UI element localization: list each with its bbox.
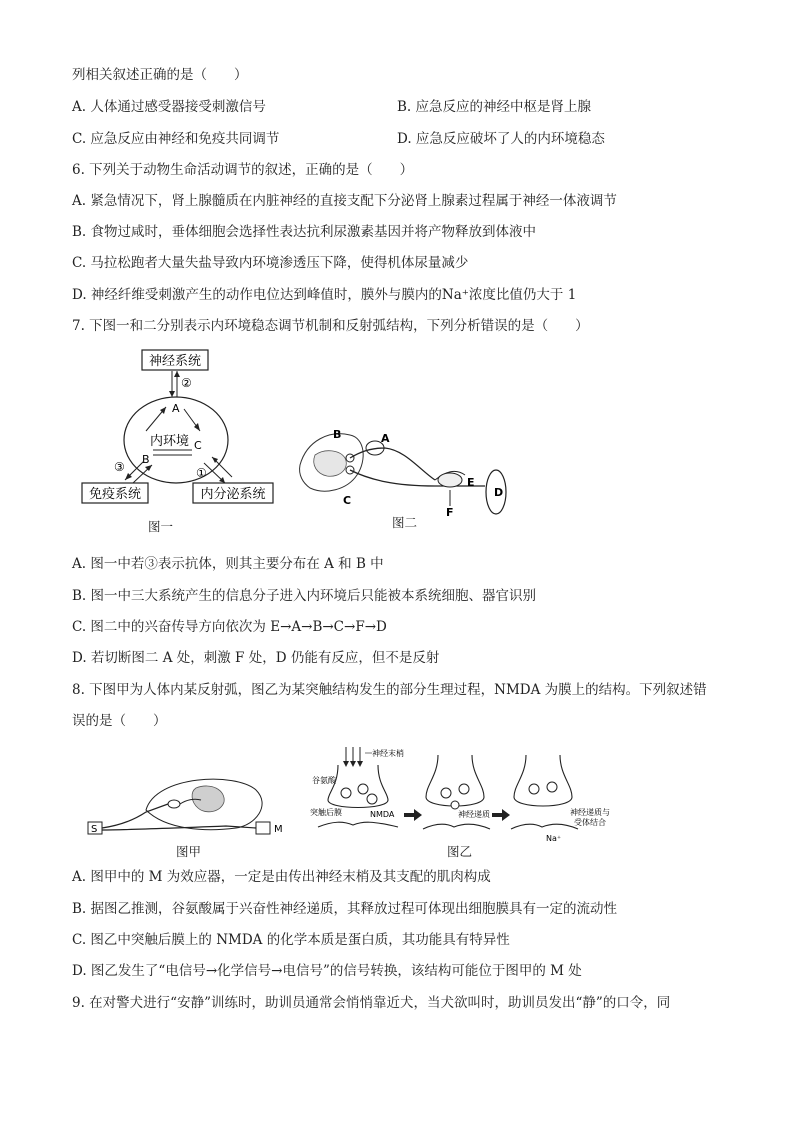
gray-matter bbox=[314, 451, 347, 477]
nmda-label: NMDA bbox=[370, 810, 395, 819]
q8-stem-line-2: 误的是（ ） bbox=[72, 713, 167, 729]
q5-option-a: A. 人体通过感受器接受刺激信号 bbox=[72, 99, 266, 115]
label-a: A bbox=[172, 402, 180, 415]
process-arrow-2 bbox=[492, 809, 510, 821]
postsynaptic-membrane-2 bbox=[423, 824, 490, 829]
presynaptic-terminal-2 bbox=[426, 755, 484, 806]
fig2-label-b: B bbox=[333, 428, 342, 441]
marker-1: ① bbox=[196, 466, 207, 480]
figure-2-reflex-arc bbox=[295, 420, 510, 520]
postsynaptic-label: 突触后膜 bbox=[310, 808, 342, 817]
figure-a-caption: 图甲 bbox=[176, 844, 202, 859]
figure-1-caption: 图一 bbox=[148, 519, 174, 534]
figure-b-synapse-process bbox=[308, 745, 638, 845]
fig2-label-c: C bbox=[343, 494, 352, 507]
q5-option-c: C. 应急反应由神经和免疫共同调节 bbox=[72, 131, 280, 147]
figure-1-homeostasis-diagram bbox=[80, 345, 290, 535]
q5-stem-tail: 列相关叙述正确的是（ ） bbox=[72, 67, 248, 83]
figA-label-s: S bbox=[91, 824, 98, 835]
presynaptic-terminal-3 bbox=[514, 755, 572, 806]
q8-option-b: B. 据图乙推测，谷氨酸属于兴奋性神经递质，其释放过程可体现出细胞膜具有一定的流动性 bbox=[72, 901, 618, 917]
label-b: B bbox=[142, 453, 150, 466]
q8-option-c: C. 图乙中突触后膜上的 NMDA 的化学本质是蛋白质，其功能具有特异性 bbox=[72, 932, 510, 948]
q7-option-a: A. 图一中若③表示抗体，则其主要分布在 A 和 B 中 bbox=[72, 556, 384, 572]
figure-b-caption: 图乙 bbox=[447, 844, 473, 859]
binding-label-1: 神经递质与 bbox=[570, 808, 610, 817]
marker-2: ② bbox=[181, 376, 192, 390]
nerve-ending-label: 神经末梢 bbox=[372, 749, 404, 758]
marker-3: ③ bbox=[114, 460, 125, 474]
q5-option-b: B. 应急反应的神经中枢是肾上腺 bbox=[397, 99, 592, 115]
q7-option-d: D. 若切断图二 A 处，刺激 F 处，D 仍能有反应，但不是反射 bbox=[72, 650, 440, 666]
q6-option-c: C. 马拉松跑者大量失盐导致内环境渗透压下降，使得机体尿量减少 bbox=[72, 255, 469, 271]
label-c: C bbox=[194, 439, 202, 452]
internal-environment-label: 内环境 bbox=[150, 434, 190, 449]
binding-label-2: 受体结合 bbox=[574, 818, 606, 827]
q6-option-a: A. 紧急情况下，肾上腺髓质在内脏神经的直接支配下分泌肾上腺素过程属于神经一体液调节 bbox=[72, 193, 617, 209]
postsynaptic-membrane-1 bbox=[318, 822, 398, 827]
fig2-label-e: E bbox=[467, 476, 475, 489]
immune-system-label: 免疫系统 bbox=[88, 487, 142, 502]
glutamate-label: 谷氨酸 bbox=[312, 776, 336, 785]
q6-option-d: D. 神经纤维受刺激产生的动作电位达到峰值时，膜外与膜内的Na⁺浓度比值仍大于 1 bbox=[72, 287, 577, 303]
figure-a-reflex-arc bbox=[86, 770, 296, 840]
figure-2-caption: 图二 bbox=[392, 515, 418, 530]
figA-label-m: M bbox=[274, 824, 283, 835]
endocrine-system-label: 内分泌系统 bbox=[200, 487, 266, 502]
q8-option-d: D. 图乙发生了“电信号→化学信号→电信号”的信号转换，该结构可能位于图甲的 M 处 bbox=[72, 963, 582, 979]
receptor-e bbox=[438, 473, 462, 487]
fig2-label-a: A bbox=[381, 432, 390, 445]
postsynaptic-membrane-3 bbox=[511, 824, 578, 829]
q9-stem: 9. 在对警犬进行“安静”训练时，助训员通常会悄悄靠近犬，当犬欲叫时，助训员发出“静”的口令，同 bbox=[72, 995, 671, 1011]
q7-option-b: B. 图一中三大系统产生的信息分子进入内环境后只能被本系统细胞、器官识别 bbox=[72, 588, 537, 604]
effector-m-box bbox=[256, 822, 270, 834]
nervous-system-label: 神经系统 bbox=[148, 354, 202, 369]
q7-option-c: C. 图二中的兴奋传导方向依次为 E→A→B→C→F→D bbox=[72, 619, 387, 635]
q5-option-d: D. 应急反应破坏了人的内环境稳态 bbox=[397, 131, 605, 147]
process-arrow-1 bbox=[404, 809, 422, 821]
presynaptic-terminal-1 bbox=[328, 765, 388, 808]
q8-option-a: A. 图甲中的 M 为效应器，一定是由传出神经末梢及其支配的肌肉构成 bbox=[72, 869, 491, 885]
fig2-label-f: F bbox=[446, 506, 454, 519]
transmitter-label: 神经递质 bbox=[458, 810, 490, 819]
q8-stem-line-1: 8. 下图甲为人体内某反射弧，图乙为某突触结构发生的部分生理过程，NMDA 为膜上的结构。下列叙述错 bbox=[72, 682, 707, 698]
q6-stem: 6. 下列关于动物生命活动调节的叙述，正确的是（ ） bbox=[72, 162, 414, 178]
sodium-ion-label: Na⁺ bbox=[546, 834, 562, 843]
q6-option-b: B. 食物过咸时，垂体细胞会选择性表达抗利尿激素基因并将产物释放到体液中 bbox=[72, 224, 537, 240]
fig2-label-d: D bbox=[494, 486, 504, 499]
q7-stem: 7. 下图一和二分别表示内环境稳态调节机制和反射弧结构，下列分析错误的是（ ） bbox=[72, 318, 589, 334]
